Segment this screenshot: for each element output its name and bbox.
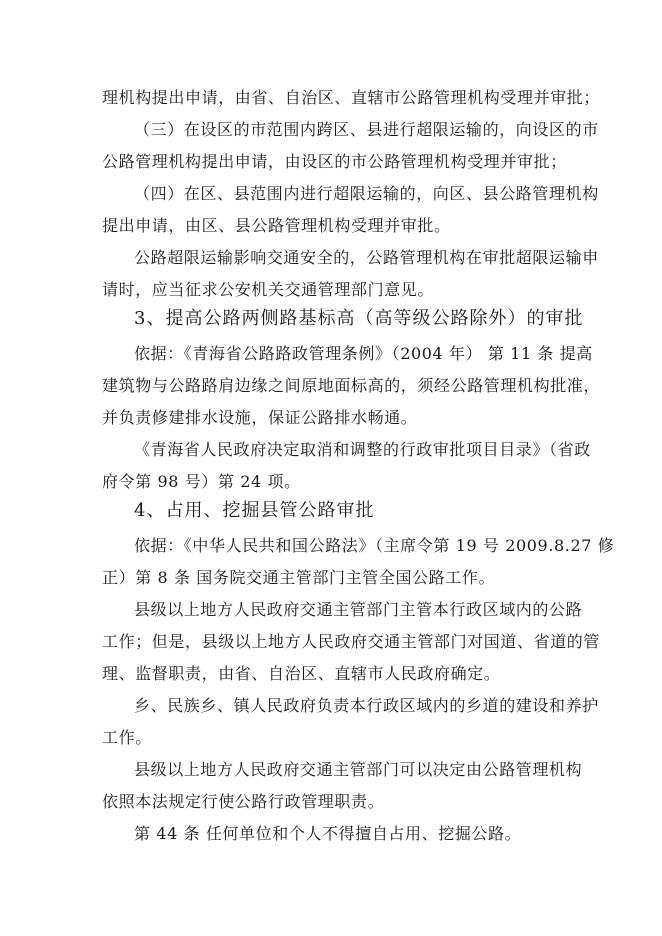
text-line: 理、监督职责，由省、自治区、直辖市人民政府确定。 (102, 664, 501, 683)
text-line: 并负责修建排水设施，保证公路排水畅通。 (102, 408, 418, 427)
text-line: 公路管理机构提出申请，由设区的市公路管理机构受理并审批； (102, 152, 567, 171)
text-line: 公路超限运输影响交通安全的，公路管理机构在审批超限运输申 (134, 248, 599, 267)
text-line: 第 44 条 任何单位和个人不得擅自占用、挖掘公路。 (134, 824, 522, 843)
text-line: 依照本法规定行使公路行政管理职责。 (102, 792, 385, 811)
text-line: 工作；但是，县级以上地方人民政府交通主管部门对国道、省道的管 (102, 632, 601, 651)
text-line: 县级以上地方人民政府交通主管部门可以决定由公路管理机构 (134, 760, 583, 779)
text-line: 府令第 98 号）第 24 项。 (102, 472, 301, 491)
section-heading: 3、提高公路两侧路基标高（高等级公路除外）的审批 (134, 308, 584, 329)
text-line: 《青海省人民政府决定取消和调整的行政审批项目目录》（省政 (134, 440, 591, 459)
text-line: 提出申请，由区、县公路管理机构受理并审批。 (102, 216, 451, 235)
text-line: 乡、民族乡、镇人民政府负责本行政区域内的乡道的建设和养护 (134, 696, 599, 715)
text-line: 请时，应当征求公安机关交通管理部门意见。 (102, 280, 435, 299)
text-line: 理机构提出申请，由省、自治区、直辖市公路管理机构受理并审批； (102, 88, 601, 107)
text-line: 依据：《青海省公路路政管理条例》（2004 年） 第 11 条 提高 (134, 344, 593, 363)
text-line: （四）在区、县范围内进行超限运输的，向区、县公路管理机构 (134, 184, 599, 203)
text-line: 依据：《中华人民共和国公路法》（主席令第 19 号 2009.8.27 修 (134, 536, 615, 555)
text-line: 建筑物与公路路肩边缘之间原地面标高的，须经公路管理机构批准， (102, 376, 601, 395)
text-line: 工作。 (102, 728, 152, 747)
section-heading: 4、占用、挖掘县管公路审批 (134, 500, 375, 521)
text-line: 县级以上地方人民政府交通主管部门主管本行政区域内的公路 (134, 600, 583, 619)
text-line: 正）第 8 条 国务院交通主管部门主管全国公路工作。 (102, 568, 496, 587)
text-line: （三）在设区的市范围内跨区、县进行超限运输的，向设区的市 (134, 120, 599, 139)
